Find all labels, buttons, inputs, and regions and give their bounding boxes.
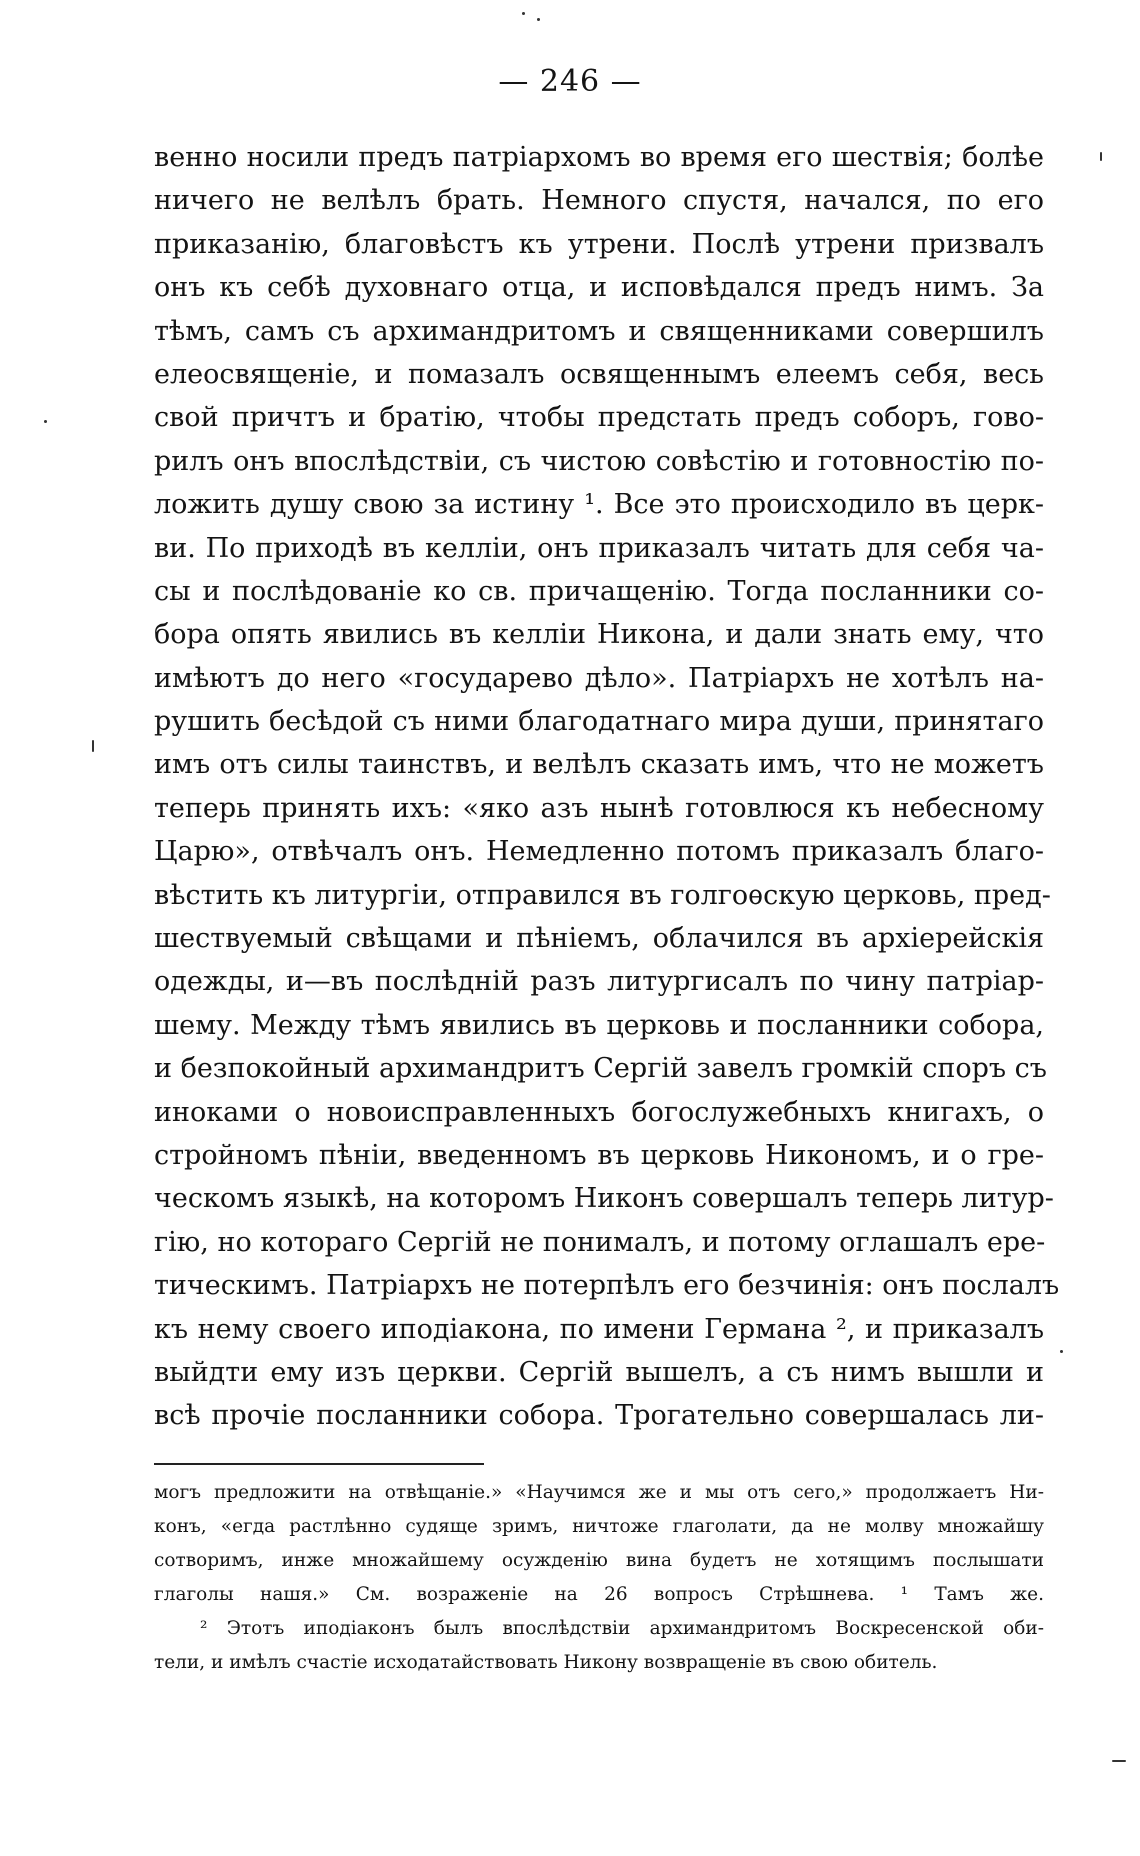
body-line: онъ къ себѣ духовнаго отца, и исповѣдался предъ нимъ. За [154, 272, 1044, 304]
footnote-line: ² Этотъ иподіаконъ былъ впослѣдствіи архимандритомъ Воскресенской оби- [200, 1618, 1044, 1639]
body-line: свой причтъ и братію, чтобы предстать предъ соборъ, гово- [154, 402, 1044, 434]
body-line: и безпокойный архимандритъ Сергій завелъ громкій споръ съ [154, 1053, 1047, 1085]
scan-speck [1112, 1760, 1126, 1762]
footnote-line: сотворимъ, инже множайшему осужденію вина будетъ не хотящимъ послышати [154, 1550, 1044, 1571]
body-line: одежды, и—въ послѣдній разъ литургисалъ по чину патріар- [154, 966, 1044, 998]
body-line: рушить бесѣдой съ ними благодатнаго мира души, принятаго [154, 706, 1044, 738]
body-line: тѣмъ, самъ съ архимандритомъ и священниками совершилъ [154, 315, 1044, 347]
body-line: ложить душу свою за истину ¹. Все это происходило въ церк- [154, 489, 1044, 521]
body-line: всѣ прочіе посланники собора. Трогательно совершалась ли- [154, 1400, 1044, 1432]
body-line: вѣстить къ литургіи, отправился въ голгоѳскую церковь, пред- [154, 879, 1051, 911]
scan-speck [44, 420, 47, 423]
scan-speck [92, 740, 94, 752]
body-line: иноками о новоисправленныхъ богослужебныхъ книгахъ, о [154, 1096, 1044, 1128]
body-line: елеосвященіе, и помазалъ освященнымъ елеемъ себя, весь [154, 358, 1044, 390]
body-line: стройномъ пѣніи, введенномъ въ церковь Никономъ, и о гре- [154, 1139, 1044, 1171]
footnote-line: могъ предложити на отвѣщаніе.» «Научимся же и мы отъ сего,» продолжаетъ Ни- [154, 1482, 1044, 1503]
body-line: выйдти ему изъ церкви. Сергій вышелъ, а съ нимъ вышли и [154, 1356, 1044, 1388]
body-line: тическимъ. Патріархъ не потерпѣлъ его безчинія: онъ послалъ [154, 1270, 1060, 1302]
body-line: ничего не велѣлъ брать. Немного спустя, начался, по его [154, 185, 1044, 217]
body-line: бора опять явились въ келліи Никона, и дали знать ему, что [154, 619, 1044, 651]
footnote-line: тели, и имѣлъ счастіе исходатайствовать Никону возвращеніе въ свою обитель. [154, 1652, 938, 1673]
scan-speck [522, 12, 525, 15]
scan-speck [1060, 1350, 1063, 1353]
body-line: венно носили предъ патріархомъ во время его шествія; болѣе [154, 142, 1044, 173]
scan-speck [1100, 152, 1102, 161]
body-line: рилъ онъ впослѣдствіи, съ чистою совѣстію и готовностію по- [154, 445, 1044, 477]
footnotes [154, 1476, 1044, 1680]
body-line: теперь принять ихъ: «яко азъ нынѣ готовлюся къ небесному [154, 792, 1044, 824]
body-line: Царю», отвѣчалъ онъ. Немедленно потомъ приказалъ благо- [154, 836, 1044, 868]
body-line: приказанію, благовѣстъ къ утрени. Послѣ утрени призвалъ [154, 228, 1044, 260]
body-line: къ нему своего иподіакона, по имени Германа ², и приказалъ [154, 1313, 1044, 1345]
body-line: ческомъ языкѣ, на которомъ Никонъ совершалъ теперь литур- [154, 1183, 1054, 1215]
body-line: ви. По приходѣ въ келліи, онъ приказалъ читать для себя ча- [154, 532, 1044, 564]
scan-speck [537, 18, 540, 21]
footnote-divider [154, 1463, 484, 1465]
body-line: имъ отъ силы таинствъ, и велѣлъ сказать имъ, что не можетъ [154, 749, 1044, 781]
body-line: сы и послѣдованіе ко св. причащенію. Тогда посланники со- [154, 575, 1044, 607]
body-line: гію, но котораго Сергій не понималъ, и потому оглашалъ ере- [154, 1226, 1046, 1258]
footnote-line: конъ, «егда растлѣнно судяще зримъ, ничтоже глаголати, да не молву множайшу [154, 1516, 1044, 1537]
body-line: имѣютъ до него «государево дѣло». Патріархъ не хотѣлъ на- [154, 662, 1044, 694]
footnote-line: глаголы нашя.» См. возраженіе на 26 вопросъ Стрѣшнева. ¹ Тамъ же. [154, 1584, 1044, 1605]
page-number: — 246 — [498, 64, 642, 99]
body-line: шествуемый свѣщами и пѣніемъ, облачился въ архіерейскія [154, 923, 1044, 955]
body-line: шему. Между тѣмъ явились въ церковь и посланники собора, [154, 1009, 1044, 1041]
body-text [154, 136, 1060, 1438]
